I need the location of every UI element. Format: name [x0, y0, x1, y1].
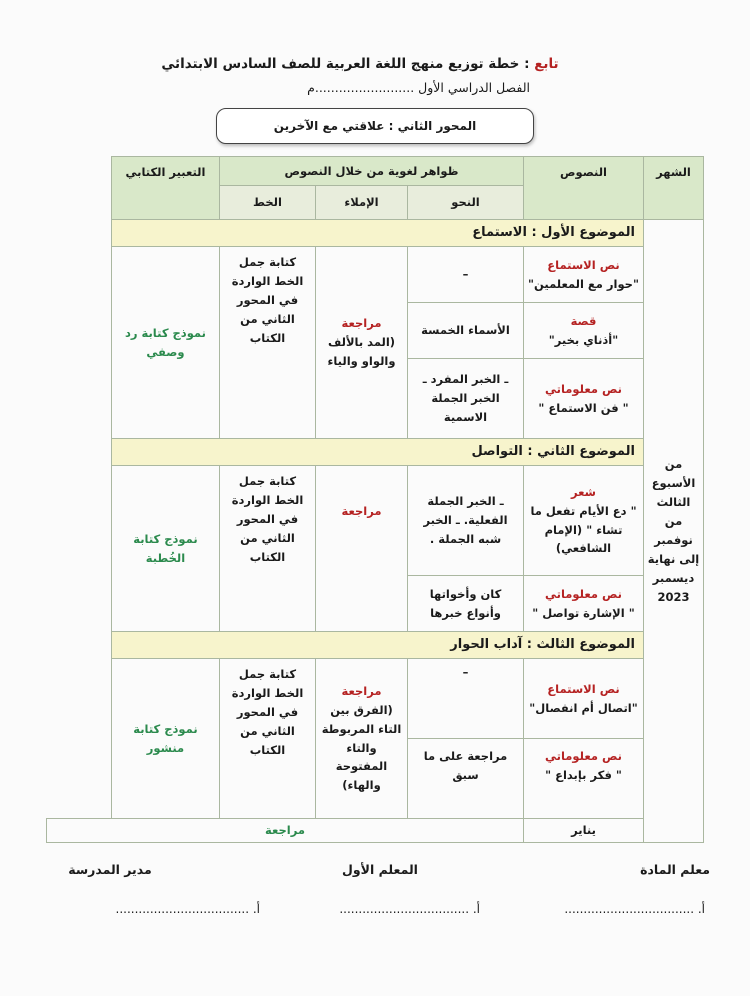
- text-title: "اتصال أم انفصال": [529, 700, 638, 715]
- topic-3-grammar-2: مراجعة على ما سبق: [408, 739, 524, 819]
- topic-2-spelling: مراجعة: [316, 466, 408, 632]
- header-calligraphy: الخط: [219, 186, 315, 220]
- text-title: " الإشارة تواصل ": [532, 605, 635, 620]
- header-month: الشهر: [644, 157, 704, 220]
- month-text: من الأسبوع الثالث من نوفمبر إلى نهاية ديسمبر 2023: [647, 457, 700, 604]
- topic-1-grammar-2: الأسماء الخمسة: [408, 303, 524, 359]
- header-writing: التعبير الكتابي: [111, 157, 219, 220]
- topic-1-writing: نموذج كتابة رد وصفي: [111, 247, 219, 439]
- topic-3-spelling: [316, 659, 408, 819]
- topic-2-calligraphy: كتابة جمل الخط الواردة في المحور الثاني من الكتاب: [219, 466, 315, 632]
- text-title: " فن الاستماع ": [538, 400, 629, 415]
- text-label: نص معلوماتي: [545, 381, 622, 396]
- month-cell: [644, 220, 704, 843]
- topic-2-text-1: [524, 466, 644, 576]
- review-row: مراجعة: [47, 819, 524, 843]
- topic-1-grammar-1: –: [408, 247, 524, 303]
- topic-1-text-3: [524, 359, 644, 439]
- topic-1-text-2: [524, 303, 644, 359]
- topic-3-calligraphy: كتابة جمل الخط الواردة في المحور الثاني من الكتاب: [219, 659, 315, 819]
- topic-3-title: الموضوع الثالث : آداب الحوار: [111, 632, 643, 659]
- curriculum-table: [46, 156, 704, 843]
- topic-3-text-1: [524, 659, 644, 739]
- topic-2-grammar-2: كان وأخواتها وأنواع خبرها: [408, 576, 524, 632]
- signature-line-first: أ. ..................................: [339, 902, 480, 916]
- text-label: نص الاستماع: [547, 257, 620, 272]
- text-title: " فكر بإبداع ": [545, 767, 622, 782]
- signature-line-principal: أ. ...................................: [115, 902, 260, 916]
- semester-line: الفصل الدراسي الأول .........................م: [307, 80, 530, 95]
- signature-line-subject: أ. ..................................: [564, 902, 705, 916]
- subject-teacher-text: معلم المادة: [640, 862, 710, 877]
- topic-1-calligraphy: كتابة جمل الخط الواردة في المحور الثاني من الكتاب: [219, 247, 315, 439]
- text-label: نص معلوماتي: [545, 586, 622, 601]
- spelling-text: (المد بالألف والواو والياء: [327, 335, 396, 368]
- text-label: قصة: [570, 313, 597, 328]
- topic-2-writing: نموذج كتابة الخُطبة: [111, 466, 219, 632]
- axis-title: المحور الثاني : علاقتي مع الآخرين: [273, 119, 477, 133]
- text-title: " دع الأيام تفعل ما تشاء " (الإمام الشافعي): [530, 503, 637, 556]
- text-title: "أذناي بخير": [548, 332, 619, 347]
- page-title: [150, 56, 570, 72]
- spelling-label: مراجعة: [341, 683, 382, 698]
- month-january: يناير: [524, 819, 644, 843]
- topic-2-text-2: [524, 576, 644, 632]
- topic-1-grammar-3: ـ الخبر المفرد ـ الخبر الجملة الاسمية: [408, 359, 524, 439]
- text-label: نص الاستماع: [547, 681, 620, 696]
- title-prefix: تابع: [534, 56, 559, 72]
- topic-3-writing: نموذج كتابة منشور: [111, 659, 219, 819]
- header-phenomena: ظواهر لغوية من خلال النصوص: [219, 157, 523, 186]
- text-label: نص معلوماتي: [545, 749, 622, 763]
- topic-2-grammar-1: ـ الخبر الجملة الفعلية. ـ الخبر شبه الجملة .: [408, 466, 524, 576]
- spelling-text: (الفرق بين التاء المربوطة والتاء المفتوحة والهاء): [321, 702, 402, 793]
- subject-teacher-label: [610, 862, 710, 877]
- topic-3-grammar-1: –: [408, 659, 524, 739]
- topic-2-title: الموضوع الثاني : التواصل: [111, 439, 643, 466]
- axis-box: [216, 108, 534, 144]
- topic-1-title: الموضوع الأول : الاستماع: [111, 220, 643, 247]
- topic-3-text-2: [524, 739, 644, 819]
- spelling-label: مراجعة: [341, 316, 382, 331]
- title-main: : خطة توزيع منهج اللغة العربية للصف السادس الابتدائي: [161, 56, 530, 72]
- header-spelling: الإملاء: [316, 186, 408, 220]
- header-texts: النصوص: [524, 157, 644, 220]
- text-label: شعر: [571, 484, 596, 499]
- first-teacher-label: المعلم الأول: [342, 862, 418, 877]
- principal-label: مدير المدرسة: [68, 862, 152, 877]
- header-grammar: النحو: [408, 186, 524, 220]
- text-title: "حوار مع المعلمين": [528, 276, 639, 291]
- topic-1-spelling: [316, 247, 408, 439]
- topic-1-text-1: [524, 247, 644, 303]
